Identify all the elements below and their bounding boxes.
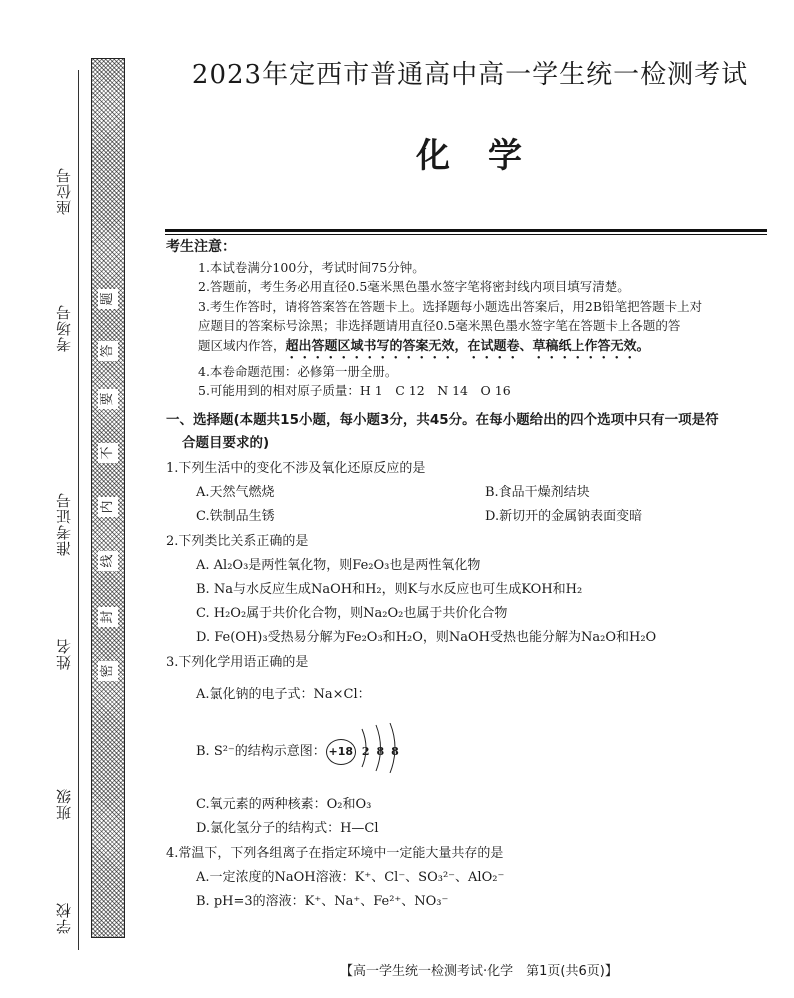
school-label: 学校 xyxy=(55,902,73,934)
question-1 xyxy=(166,458,774,528)
option-b: B.食品干燥剂结块 xyxy=(485,485,590,500)
seal-char: 答 xyxy=(98,341,118,361)
seal-strip xyxy=(91,58,125,938)
question-4 xyxy=(166,843,774,913)
shell-count: 8 xyxy=(391,745,399,758)
notice-item: 1.本试卷满分100分，考试时间75分钟。 xyxy=(198,259,425,275)
question-stem: 4.常温下，下列各组离子在指定环境中一定能大量共存的是 xyxy=(166,846,504,861)
nucleus-label: +18 xyxy=(326,739,356,765)
header-rule xyxy=(165,229,767,232)
seal-char: 要 xyxy=(98,389,118,409)
seal-char: 内 xyxy=(98,497,118,517)
binding-line xyxy=(78,70,79,950)
exam-title: 2023年定西市普通高中高一学生统一检测考试 xyxy=(191,60,749,90)
option-b: B. Na与水反应生成NaOH和H₂，则K与水反应也可生成KOH和H₂ xyxy=(196,582,583,597)
electron-shells xyxy=(362,741,399,763)
section-heading xyxy=(166,409,774,455)
page-footer: 【高一学生统一检测考试·化学 第1页(共6页)】 xyxy=(340,964,618,979)
notice-item: 应题目的答案标号涂黑；非选择题请用直径0.5毫米黑色墨水签字笔在答题卡上各题的答 xyxy=(198,318,681,333)
option-b: B. pH=3的溶液：K⁺、Na⁺、Fe²⁺、NO₃⁻ xyxy=(196,894,449,909)
question-3 xyxy=(166,652,774,840)
option-a: A. Al₂O₃是两性氧化物，则Fe₂O₃也是两性氧化物 xyxy=(196,558,481,573)
header-rule-thin xyxy=(165,234,767,235)
notice-item xyxy=(166,336,771,362)
question-stem: 3.下列化学用语正确的是 xyxy=(166,655,309,670)
option-c: C.铁制品生锈 xyxy=(196,509,275,524)
exam-notice xyxy=(166,238,771,401)
notice-heading: 考生注意： xyxy=(166,239,236,255)
binding-fields xyxy=(52,70,86,950)
notice-item: 5.可能用到的相对原子质量：H 1 C 12 N 14 O 16 xyxy=(198,383,511,398)
option-b-label: B. S²⁻的结构示意图： xyxy=(196,744,326,759)
option-b xyxy=(166,724,774,780)
subject-title: 化 学 xyxy=(416,136,524,176)
section-heading-line: 合题目要求的) xyxy=(182,435,270,451)
shell-count: 2 xyxy=(361,745,370,758)
seal-char: 题 xyxy=(98,289,118,309)
ticket-number-label: 准考证号 xyxy=(55,492,73,556)
question-section xyxy=(166,409,774,913)
option-d: D.氯化氢分子的结构式：H—Cl xyxy=(196,821,379,836)
question-stem: 1.下列生活中的变化不涉及氧化还原反应的是 xyxy=(166,461,426,476)
seal-char: 线 xyxy=(98,551,118,571)
section-heading-line: 一、选择题(本题共15小题，每小题3分，共45分。在每小题给出的四个选项中只有一项是符 xyxy=(166,412,719,428)
option-row xyxy=(166,506,774,528)
seat-number-label: 座位号 xyxy=(55,167,73,215)
option-c: C.氧元素的两种核素：O₂和O₃ xyxy=(196,797,372,812)
option-c: C. H₂O₂属于共价化合物，则Na₂O₂也属于共价化合物 xyxy=(196,606,508,621)
option-d: D.新切开的金属钠表面变暗 xyxy=(485,509,643,524)
question-stem: 2.下列类比关系正确的是 xyxy=(166,534,309,549)
student-name-label: 姓名 xyxy=(55,638,73,670)
seal-char: 封 xyxy=(98,607,118,627)
option-a: A.天然气燃烧 xyxy=(196,485,275,500)
option-a: A.一定浓度的NaOH溶液：K⁺、Cl⁻、SO₃²⁻、AlO₂⁻ xyxy=(196,870,505,885)
seal-char: 密 xyxy=(98,661,118,681)
notice-item: 2.答题前，考生务必用直径0.5毫米黑色墨水签字笔将密封线内项目填写清楚。 xyxy=(198,279,630,294)
notice-emphasis: 超出答题区域书写的答案无效，在试题卷、草稿纸上作答无效。 xyxy=(285,338,650,354)
notice-text: 题区域内作答， xyxy=(198,337,286,353)
sulfide-structure-diagram xyxy=(326,739,399,765)
seal-char: 不 xyxy=(98,443,118,463)
shell-arcs xyxy=(356,723,416,773)
class-label: 班级 xyxy=(55,788,73,820)
notice-item: 3.考生作答时，请将答案答在答题卡上。选择题每小题选出答案后，用2B铅笔把答题卡上对 xyxy=(198,298,703,314)
exam-room-label: 考场号 xyxy=(55,304,73,352)
option-a: A.氯化钠的电子式：Na×Cl： xyxy=(196,687,371,702)
seal-text xyxy=(92,59,124,937)
shell-count: 8 xyxy=(376,745,385,758)
option-row xyxy=(166,482,774,504)
question-2 xyxy=(166,531,774,649)
notice-item: 4.本卷命题范围：必修第一册全册。 xyxy=(198,363,398,379)
option-d: D. Fe(OH)₃受热易分解为Fe₂O₃和H₂O，则NaOH受热也能分解为Na₂O和H₂O xyxy=(196,630,657,645)
